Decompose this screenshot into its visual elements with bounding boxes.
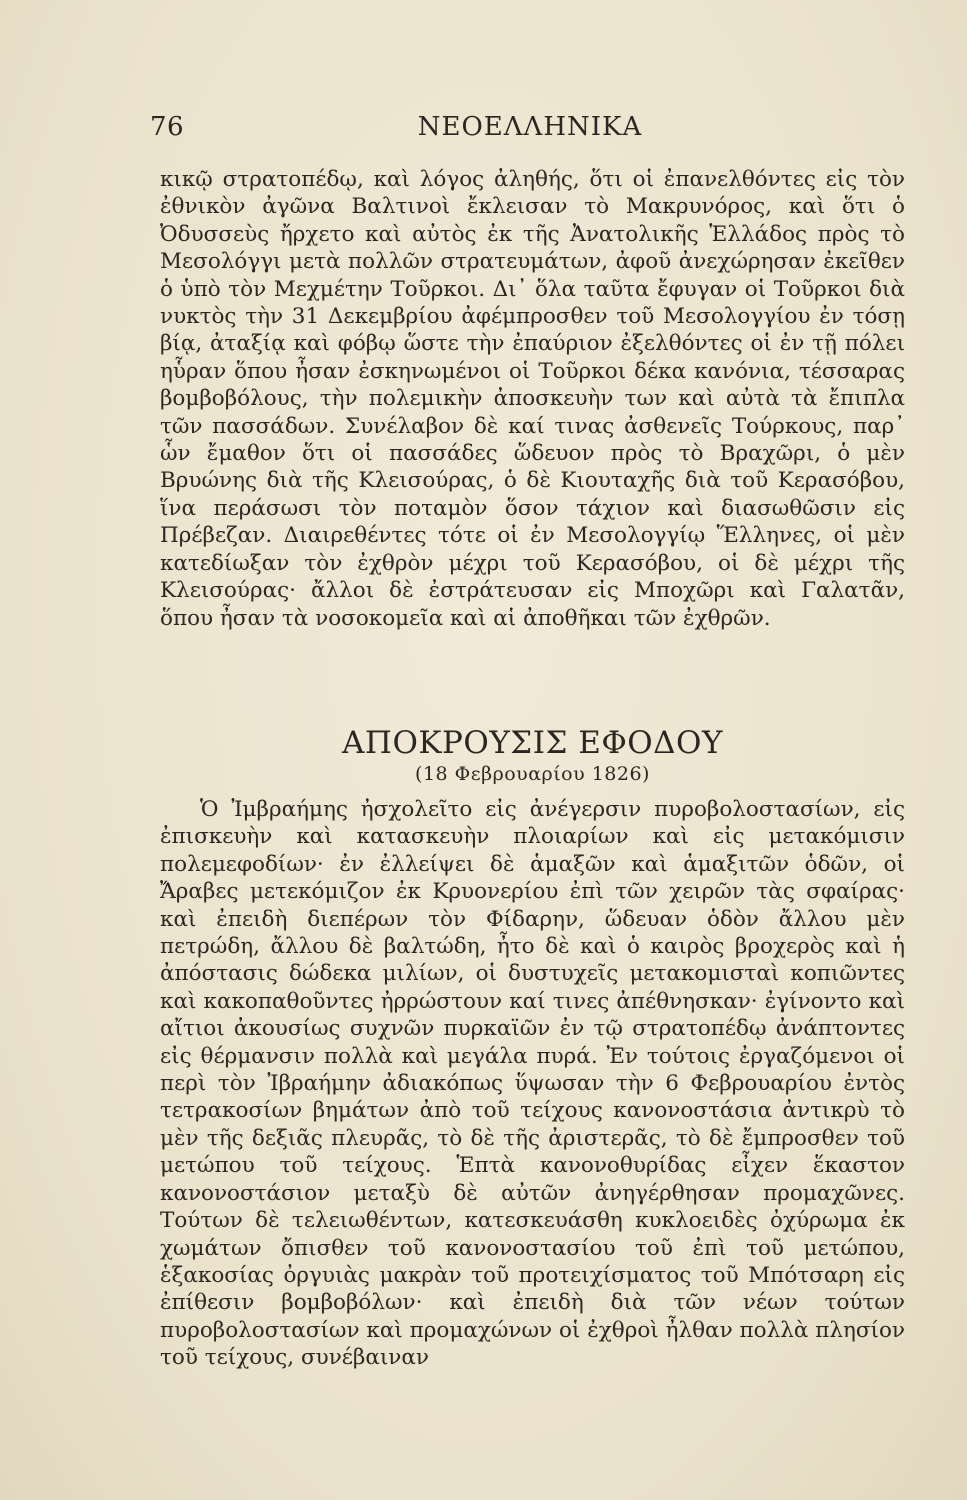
section-title: ΑΠΟΚΡΟΥΣΙΣ ΕΦΟΔΟΥ	[342, 725, 723, 761]
paragraph-continued: κικῷ στρατοπέδῳ, καὶ λόγος ἀληθής, ὅτι οἱ ἐπανελθόντες εἰς τὸν ἐθνικὸν ἀγῶνα Βαλτινοὶ ἔκλεισαν τὸ Μακρυνόρος, καὶ ὅτι ὁ Ὀδυσσεὺς ἤρχετο καὶ αὐτὸς ἐκ τῆς Ἀνατολικῆς Ἑλλάδος πρὸς τὸ Μεσολόγγι μετὰ πολλῶν στρατευμάτων, ἀφοῦ ἀνεχώρησαν ἐκεῖθεν ὁ ὑπὸ τὸν Μεχμέτην Τοῦρκοι. Δι᾽ ὅλα ταῦτα ἔφυγαν οἱ Τοῦρκοι διὰ νυκτὸς τὴν 31 Δεκεμβρίου ἀφέμπροσθεν τοῦ Μεσολογγίου ἐν τόσῃ βίᾳ, ἀταξίᾳ καὶ φόβῳ ὥστε τὴν ἐπαύριον ἐξελθόντες οἱ ἐν τῇ πόλει ηὗραν ὅπου ἦσαν ἐσκηνωμένοι οἱ Τοῦρκοι δέκα κανόνια, τέσσαρας βομβοβόλους, τὴν πολεμικὴν ἀποσκευὴν των καὶ αὐτὰ τὰ ἔπιπλα τῶν πασσάδων. Συνέλαβον δὲ καί τινας ἀσθενεῖς Τούρκους, παρ᾽ ὧν ἔμαθον ὅτι οἱ πασσάδες ὥδευον πρὸς τὸ Βραχῶρι, ὁ μὲν Βρυώνης διὰ τῆς Κλεισούρας, ὁ δὲ Κιουταχῆς διὰ τοῦ Κερασόβου, ἵνα περάσωσι τὸν ποταμὸν ὅσον τάχιον καὶ διασωθῶσιν εἰς Πρέβεζαν. Διαιρεθέντες τότε οἱ ἐν Μεσολογγίῳ Ἕλληνες, οἱ μὲν κατεδίωξαν τὸν ἐχθρὸν μέχρι τοῦ Κερασόβου, οἱ δὲ μέχρι τῆς Κλεισούρας· ἄλλοι δὲ ἐστράτευσαν εἰς Μποχῶρι καὶ Γαλατᾶν, ὅπου ἦσαν τὰ νοσοκομεῖα καὶ αἱ ἀποθῆκαι τῶν ἐχθρῶν.	[160, 167, 905, 631]
running-title: ΝΕΟΕΛΛΗΝΙΚΑ	[417, 112, 643, 142]
section-date: (18 Φεβρουαρίου 1826)	[415, 763, 650, 785]
paragraph-body: Ὁ Ἰμβραήμης ἠσχολεῖτο εἰς ἀνέγερσιν πυροβολοστασίων, εἰς ἐπισκευὴν καὶ κατασκευὴν πλοιαρίων καὶ εἰς μετακόμισιν πολεμεφοδίων· ἐν ἐλλείψει δὲ ἁμαξῶν καὶ ἁμαξιτῶν ὁδῶν, οἱ Ἄραβες μετεκόμιζον ἐκ Κρυονερίου ἐπὶ τῶν χειρῶν τὰς σφαίρας· καὶ ἐπειδὴ διεπέρων τὸν Φίδαρην, ὥδευαν ὁδὸν ἄλλου μὲν πετρώδη, ἄλλου δὲ βαλτώδη, ἦτο δὲ καὶ ὁ καιρὸς βροχερὸς καὶ ἡ ἀπόστασις δώδεκα μιλίων, οἱ δυστυχεῖς μετακομισταὶ κοπιῶντες καὶ κακοπαθοῦντες ἠρρώστουν καί τινες ἀπέθνησκαν· ἐγίνοντο καὶ αἴτιοι ἀκουσίως συχνῶν πυρκαϊῶν ἐν τῷ στρατοπέδῳ ἀνάπτοντες εἰς θέρμανσιν πολλὰ καὶ μεγάλα πυρά. Ἐν τούτοις ἐργαζόμενοι οἱ περὶ τὸν Ἰβραήμην ἀδιακόπως ὕψωσαν τὴν 6 Φεβρουαρίου ἐντὸς τετρακοσίων βημάτων ἀπὸ τοῦ τείχους κανονοστάσια ἀντικρὺ τὸ μὲν τῆς δεξιᾶς πλευρᾶς, τὸ δὲ τῆς ἀριστερᾶς, τὸ δὲ ἔμπροσθεν τοῦ μετώπου τοῦ τείχους. Ἑπτὰ κανονοθυρίδας εἶχεν ἕκαστον κανονοστάσιον μεταξὺ δὲ αὐτῶν ἀνηγέρθησαν προμαχῶνες. Τούτων δὲ τελειωθέντων, κατεσκευάσθη κυκλοειδὲς ὀχύρωμα ἐκ χωμάτων ὄπισθεν τοῦ κανονοστασίου τοῦ ἐπὶ τοῦ μετώπου, ἑξακοσίας ὀργυιὰς μακρὰν τοῦ προτειχίσματος τοῦ Μπότσαρη εἰς ἐπίθεσιν βομβοβόλων· καὶ ἐπειδὴ διὰ τῶν νέων τούτων πυροβολοστασίων καὶ προμαχώνων οἱ ἐχθροὶ ἦλθαν πολλὰ πλησίον τοῦ τείχους, συνέβαιναν	[160, 797, 905, 1371]
running-head	[150, 112, 910, 146]
page-number: 76	[150, 112, 185, 142]
